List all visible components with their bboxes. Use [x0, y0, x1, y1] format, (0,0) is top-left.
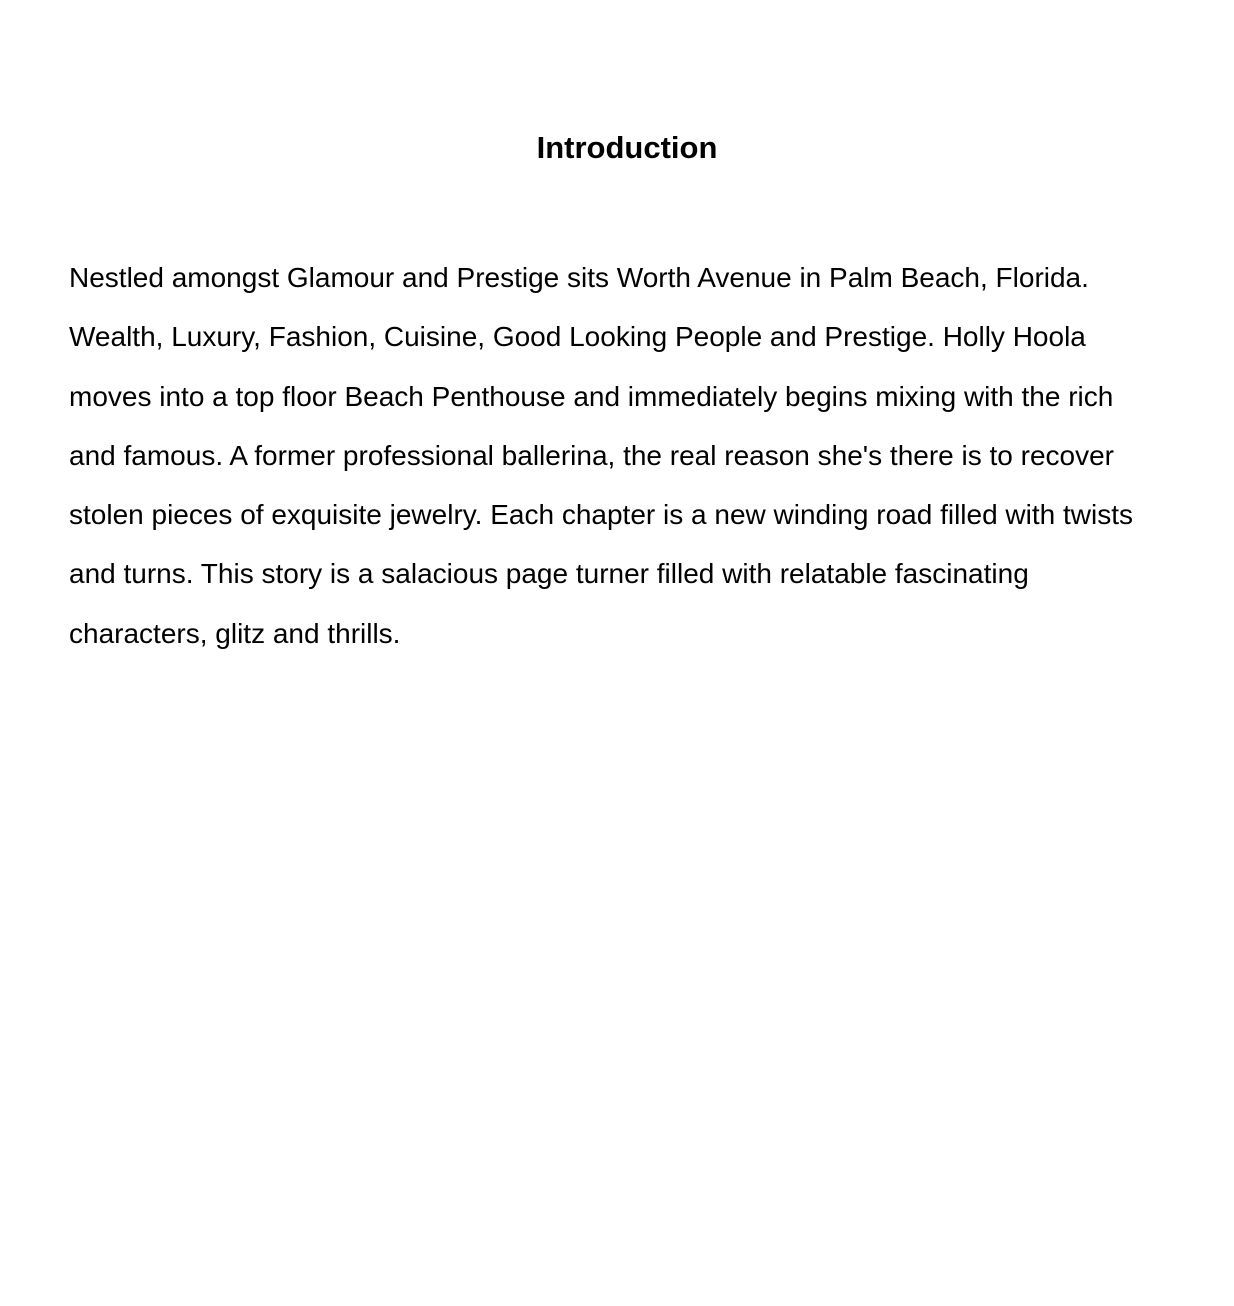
paragraph-line: moves into a top floor Beach Penthouse and immediately begins mixing with the rich — [69, 380, 1114, 412]
paragraph-line: and turns. This story is a salacious page turner filled with relatable fascinating — [69, 558, 1029, 590]
page-title: Introduction — [536, 130, 718, 165]
paragraph-line: and famous. A former professional ballerina, the real reason she's there is to recover — [69, 439, 1115, 471]
paragraph-line: characters, glitz and thrills. — [69, 617, 401, 649]
paragraph-line: Wealth, Luxury, Fashion, Cuisine, Good Looking People and Prestige. Holly Hoola — [69, 321, 1086, 353]
paragraph-line: Nestled amongst Glamour and Prestige sits Worth Avenue in Palm Beach, Florida. — [69, 262, 1089, 293]
paragraph-line: stolen pieces of exquisite jewelry. Each chapter is a new winding road filled with twists — [69, 499, 1133, 531]
introduction-paragraph — [69, 248, 1179, 663]
